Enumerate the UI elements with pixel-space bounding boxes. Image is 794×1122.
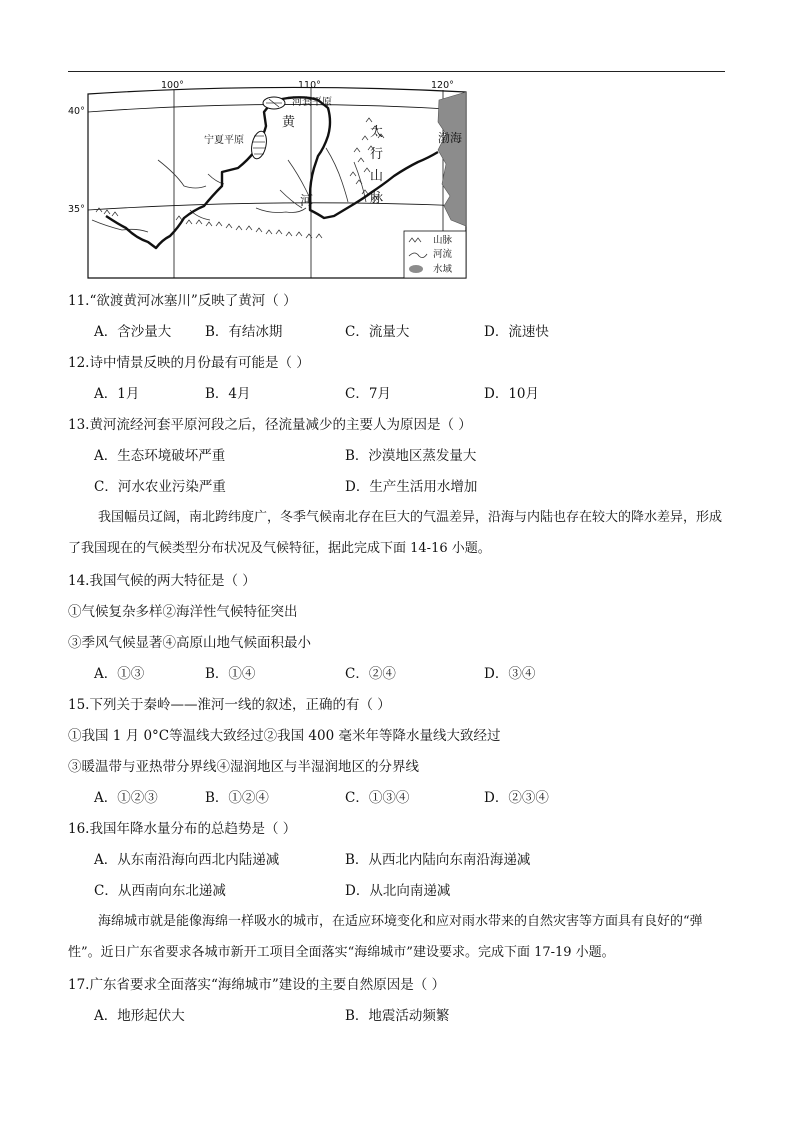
question-stem: “欲渡黄河冰塞川”反映了黄河（ ） (89, 293, 297, 309)
option-b: B．有结冰期 (205, 324, 283, 340)
lat-label-40: 40° (68, 106, 85, 117)
passage-1 (68, 502, 725, 564)
option-d: D．②③④ (484, 790, 549, 806)
question-number: 13. (68, 417, 90, 433)
option-b: B．①④ (205, 666, 256, 682)
legend-mountain: 山脉 (433, 235, 453, 246)
yellow-river-map (66, 78, 472, 280)
passage-2 (68, 906, 725, 968)
option-c: C．①③④ (345, 790, 410, 806)
lon-label-100: 100° (161, 80, 184, 91)
option-b: B．从西北内陆向东南沿海递减 (345, 852, 531, 868)
option-b: B．4月 (205, 386, 251, 402)
option-d: D．③④ (484, 666, 536, 682)
option-a: A．①②③ (94, 790, 158, 806)
option-d: D．10月 (484, 386, 540, 402)
label-ningxia: 宁夏平原 (204, 135, 244, 146)
label-bohai: 渤海 (438, 131, 463, 145)
question-stem: 我国年降水量分布的总趋势是（ ） (89, 821, 297, 837)
lat-label-35: 35° (68, 204, 85, 215)
question-15 (68, 696, 391, 714)
statement-line-1: ①我国 1 月 0°C等温线大致经过②我国 400 毫米年等降水量线大致经过 (68, 728, 501, 744)
label-taihang-2: 行 (370, 147, 384, 162)
question-stem: 下列关于秦岭——淮河一线的叙述，正确的有（ ） (89, 697, 391, 713)
option-a: A．含沙量大 (94, 324, 172, 340)
question-16 (68, 820, 296, 838)
option-b: B．地震活动频繁 (345, 1008, 450, 1024)
question-number: 14. (68, 573, 90, 589)
label-huang: 黄 (282, 115, 296, 130)
option-c: C．流量大 (345, 324, 410, 340)
option-c: C．7月 (345, 386, 391, 402)
question-17 (68, 976, 445, 994)
option-d: D．生产生活用水增加 (345, 479, 478, 495)
option-a: A．1月 (94, 386, 140, 402)
map-legend (404, 231, 466, 278)
legend-river: 河流 (433, 249, 453, 260)
question-number: 17. (68, 977, 90, 993)
question-stem: 广东省要求全面落实“海绵城市”建设的主要自然原因是（ ） (89, 977, 446, 993)
statement-line-2: ③季风气候显著④高原山地气候面积最小 (68, 635, 311, 651)
question-number: 16. (68, 821, 90, 837)
option-c: C．②④ (345, 666, 396, 682)
question-11 (68, 292, 297, 310)
statement-line-2: ③暖温带与亚热带分界线④湿润地区与半湿润地区的分界线 (68, 759, 419, 775)
question-number: 11. (68, 293, 90, 309)
question-stem: 黄河流经河套平原河段之后，径流量减少的主要人为原因是（ ） (89, 417, 472, 433)
option-a: A．地形起伏大 (94, 1008, 185, 1024)
option-d: D．从北向南递减 (345, 883, 451, 899)
passage-text: 海绵城市就是能像海绵一样吸水的城市，在适应环境变化和应对雨水带来的自然灾害等方面具有良好的“弹性”。近日广东省要求各城市新开工项目全面落实“海绵城市”建设要求。完成下面 17-19 小题。 (68, 914, 703, 960)
question-14 (68, 572, 256, 590)
label-he: 河 (300, 194, 314, 209)
question-13 (68, 416, 472, 434)
label-taihang-3: 山 (370, 169, 384, 184)
option-a: A．从东南沿海向西北内陆递减 (94, 852, 280, 868)
option-a: A．①③ (94, 666, 145, 682)
header-rule (68, 71, 725, 72)
question-number: 12. (68, 355, 90, 371)
label-hetao: 河套平原 (292, 97, 332, 108)
statement-line-1: ①气候复杂多样②海洋性气候特征突出 (68, 604, 298, 620)
option-c: C．从西南向东北递减 (94, 883, 226, 899)
option-d: D．流速快 (484, 324, 549, 340)
legend-water: 水域 (433, 264, 453, 275)
option-b: B．沙漠地区蒸发量大 (345, 448, 477, 464)
passage-text: 我国幅员辽阔，南北跨纬度广，冬季气候南北存在巨大的气温差异，沿海与内陆也存在较大的降水差异，形成了我国现在的气候类型分布状况及气候特征，据此完成下面 14-16 小题。 (68, 510, 723, 556)
question-stem: 诗中情景反映的月份最有可能是（ ） (89, 355, 310, 371)
option-b: B．①②④ (205, 790, 269, 806)
question-number: 15. (68, 697, 90, 713)
lon-label-110: 110° (298, 80, 321, 91)
question-12 (68, 354, 310, 372)
question-stem: 我国气候的两大特征是（ ） (89, 573, 256, 589)
lon-label-120: 120° (431, 80, 454, 91)
option-c: C．河水农业污染严重 (94, 479, 226, 495)
label-taihang-1: 太 (370, 125, 384, 140)
label-taihang-4: 脉 (370, 191, 384, 206)
option-a: A．生态环境破坏严重 (94, 448, 226, 464)
